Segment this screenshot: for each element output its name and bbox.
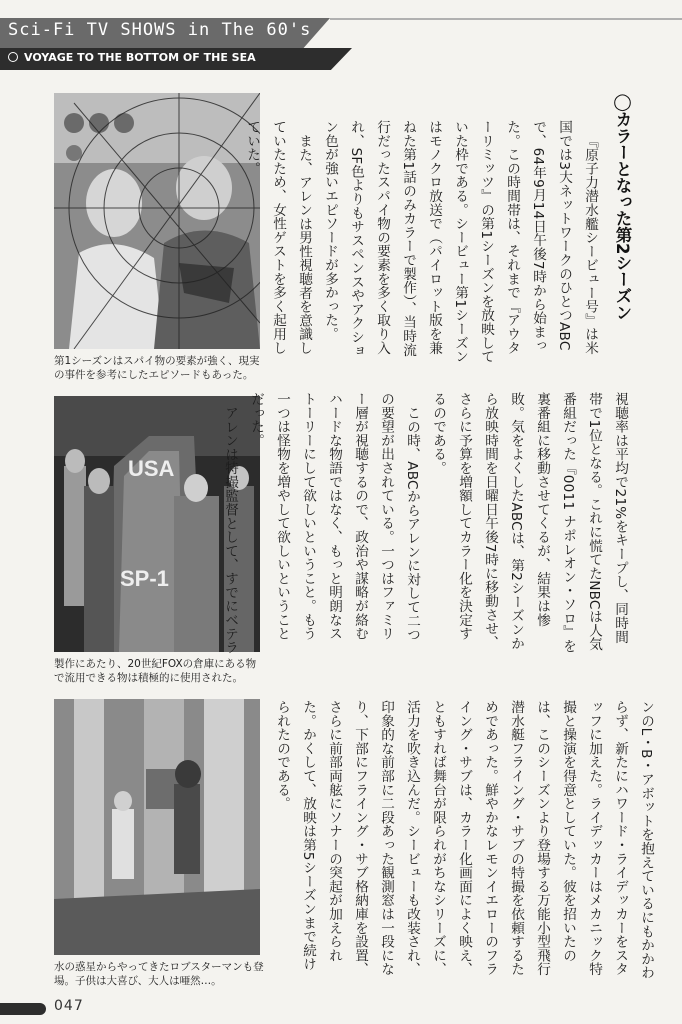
article-paragraph: また、アレンは男性視聴者を意識していたため、女性ゲストを多く起用していた。 <box>244 120 312 355</box>
capsule-usa-text: USA <box>128 456 175 481</box>
header-rule <box>330 18 682 20</box>
article-paragraph: この時、ABCからアレンに対して二つの要望が出されている。一つはファミリー層が視聴するので、政治や謀略が絡むハードな物語ではなく、もっと明朗なストーリーにして欲しいということ。もう一つは怪物を増やして欲しいということだった。 <box>248 392 420 642</box>
circle-bullet-icon <box>8 52 18 62</box>
subtitle <box>8 51 256 64</box>
page-number-bar <box>0 1003 46 1015</box>
page-header <box>0 0 682 74</box>
capsule-sp-text: SP-1 <box>120 566 169 591</box>
section-heading: ◯カラーとなった第2シーズン <box>613 92 632 321</box>
article-paragraph: ンのL・B・アボットを抱えているにもかかわらず、新たにハワード・ライデッカーをスタッフに加えた。ライデッカーはメカニック特撮と操演を得意としていた。彼を招いたのは、このシーズンより登場する万能小型飛行潜水艇フライング・サブの特撮を依頼するためであった。鮮やかなレモンイエローのフライング・サブは、カラー化画面によく映え、ともすれば舞台が限られがちなシリーズに、活力を吹き込んだ。シービューも改装され、印象的な前部に二段あった観測窓は一段になり、下部にフライング・サブ格納庫を設置、さらに前部両舷にソナーの突起が加えられた。かくして、放映は第5シーズンまで続けられたのである。 <box>274 700 654 980</box>
photo-periscope-crosshair <box>54 93 260 349</box>
article-column-1 <box>244 120 603 368</box>
photo-caption: 第1シーズンはスパイ物の要素が強く、現実の事件を参考にしたエピソードもあった。 <box>54 355 260 381</box>
photo-caption: 製作にあたり、20世紀FOXの倉庫にある物で流用できる物は積極的に使用された。 <box>54 658 257 684</box>
article-paragraph: アレンは特撮監督として、すでにベテラ <box>222 405 238 654</box>
article-column-2 <box>222 392 633 654</box>
photo-lobster-man <box>54 699 260 955</box>
photo-caption: 水の惑星からやってきたロブスターマンも登場。子供は大喜び、大人は唖然…。 <box>54 961 264 987</box>
article-column-3 <box>274 700 659 980</box>
page-number: 047 <box>54 998 84 1014</box>
subtitle-text: VOYAGE TO THE BOTTOM OF THE SEA <box>24 51 256 64</box>
series-title: Sci-Fi TV SHOWS in The 60's <box>8 20 312 40</box>
article-paragraph: 視聴率は平均で21%をキープし、同時間帯で1位となる。これに慌てたNBCは人気番組だった『0011 ナポレオン・ソロ』を裏番組に移動させてくるが、結果は惨敗。気をよくしたABCは、第2シーズンから放映時間を日曜日午後7時に移動させ、さらに予算を増額してカラー化を決定するのである。 <box>430 392 628 653</box>
article-paragraph: 『原子力潜水艦シービュー号』は米国では3大ネットワークのひとつABCで、64年9月14日午後7時から始まった。この時間帯は、それまで『アウターリミッツ』の第1シーズンを放映していた枠である。シービュー第1シーズンはモノクロ放送で（パイロット版を兼ねた第1話のみカラーで製作）、当時流行だったスパイ物の要素を多く取り入れ、SF色よりもサスペンスやアクション色が強いエピソードが多かった。 <box>322 120 598 364</box>
